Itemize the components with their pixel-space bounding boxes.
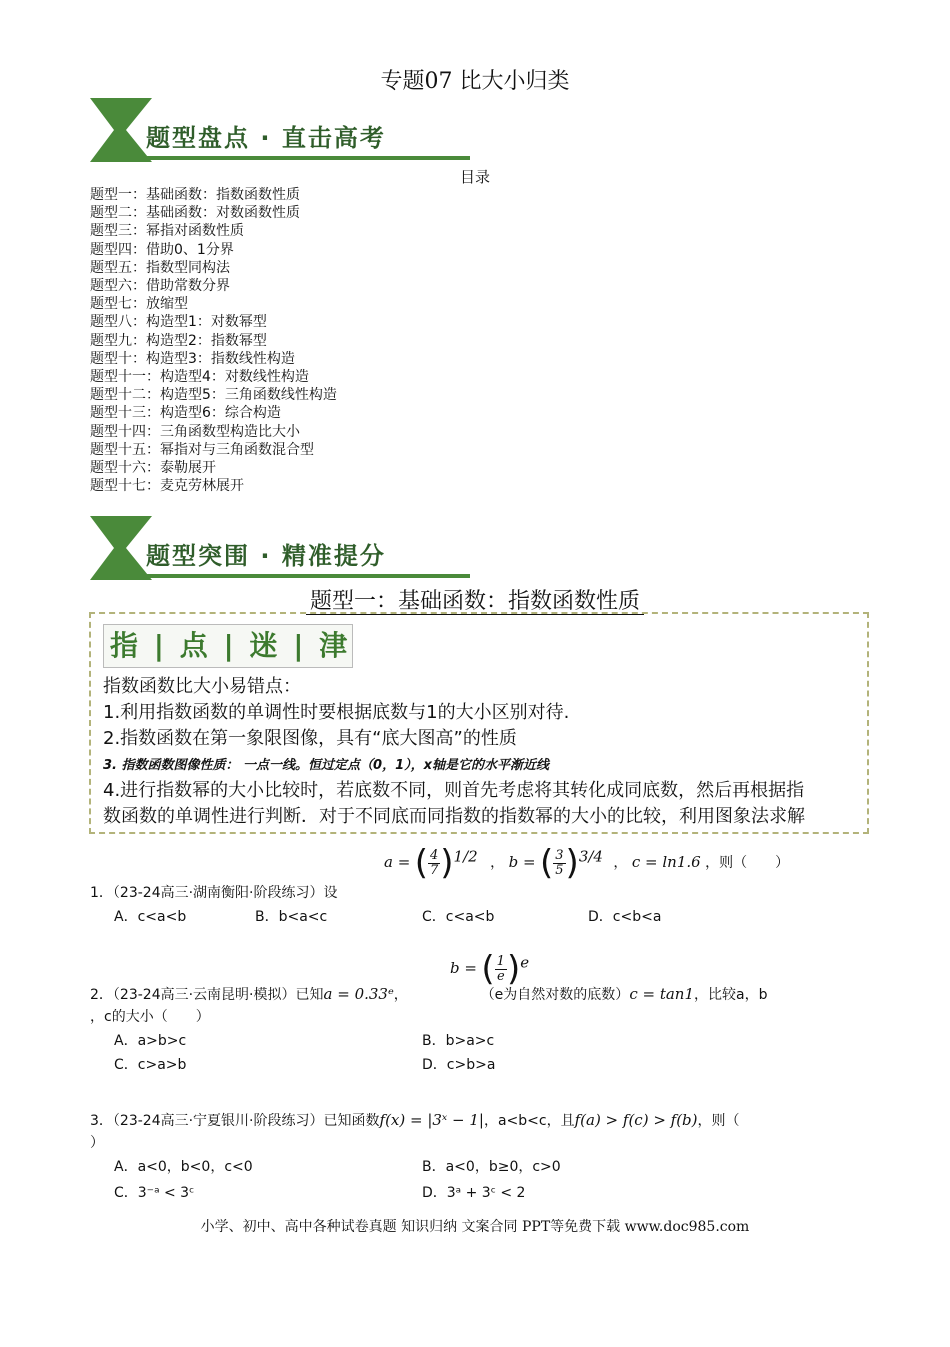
toc-item[interactable]: 题型一：基础函数：指数函数性质 (90, 187, 300, 203)
q1-formulas: a = ( $\frac{4}{7}$ )$^{1/2}$ ， b = ( $\frac{3}{5}$ )$^{3/4}$ ， c = ln1.6 ，则（ ） (384, 843, 790, 883)
q3-stem-line2: ） (90, 1135, 104, 1151)
q2-option-b[interactable]: B．b>a>c (422, 1033, 495, 1049)
toc-item[interactable]: 题型十一：构造型4：对数线性构造 (90, 369, 309, 386)
q3-option-a[interactable]: A．a<0，b<0，c<0 (114, 1159, 253, 1175)
section-title (0, 584, 950, 615)
toc-item[interactable]: 题型十三：构造型6：综合构造 (90, 405, 281, 422)
toc-item[interactable]: 题型十六：泰勒展开 (90, 460, 216, 477)
q3-option-b[interactable]: B．a<0，b≥0，c>0 (422, 1159, 561, 1175)
q1-option-b[interactable]: B．b<a<c (255, 909, 328, 925)
q2-option-d[interactable]: D．c>b>a (422, 1057, 496, 1073)
q2-stem: 2．（23-24高三·云南昆明·模拟）已知a = 0.33ᵉ， （e为自然对数的底数）c = tan1，比较a，b (90, 985, 768, 1003)
toc-item[interactable]: 题型十二：构造型5：三角函数线性构造 (90, 387, 337, 404)
toc-item[interactable]: 题型九：构造型2：指数幂型 (90, 332, 267, 349)
q2-option-c[interactable]: C．c>a>b (114, 1057, 187, 1073)
section-title-text: 题型一：基础函数：指数函数性质 (306, 589, 644, 615)
tip-line: 数函数的单调性进行判断．对于不同底而同指数的指数幂的大小的比较，利用图象法求解 (103, 806, 805, 827)
toc-item[interactable]: 题型十：构造型3：指数线性构造 (90, 350, 295, 367)
section-banner-breakthrough (90, 516, 470, 580)
q1-option-a[interactable]: A．c<a<b (114, 909, 187, 925)
toc-item[interactable]: 题型四：借助0、1分界 (90, 241, 234, 258)
toc-item[interactable]: 题型三：幂指对函数性质 (90, 223, 244, 240)
q1-stem: 1．（23-24高三·湖南衡阳·阶段练习）设 (90, 885, 338, 901)
tip-line: 指数函数比大小易错点： (103, 676, 301, 697)
q3-option-c[interactable]: C．3⁻ᵃ < 3ᶜ (114, 1185, 195, 1201)
toc-item[interactable]: 题型八：构造型1：对数幂型 (90, 314, 267, 331)
table-of-contents (90, 186, 337, 495)
tip-line: 1.利用指数函数的单调性时要根据底数与1的大小区别对待. (103, 702, 570, 723)
tip-line: 4.进行指数幂的大小比较时，若底数不同，则首先考虑将其转化成同底数，然后再根据指 (103, 780, 805, 801)
q3-stem: 3．（23-24高三·宁夏银川·阶段练习）已知函数f(x) = |3ˣ − 1|，a<b<c，且f(a) > f(c) > f(b)，则（ (90, 1111, 740, 1129)
tip-line: 2.指数函数在第一象限图像，具有“底大图高”的性质 (103, 728, 517, 749)
q2-stem-line2: ，c的大小（ ） (90, 1009, 210, 1025)
q1-option-c[interactable]: C．c<a<b (422, 909, 495, 925)
toc-item[interactable]: 题型十七：麦克劳林展开 (90, 478, 244, 495)
section-banner-overview (90, 98, 470, 162)
q2-option-a[interactable]: A．a>b>c (114, 1033, 187, 1049)
tips-box (89, 612, 869, 834)
toc-item[interactable]: 题型六：借助常数分界 (90, 278, 230, 295)
toc-item[interactable]: 题型二：基础函数：对数函数性质 (90, 205, 300, 222)
page-title: 专题07 比大小归类 (380, 69, 570, 94)
toc-item[interactable]: 题型十五：幂指对与三角函数混合型 (90, 441, 314, 458)
toc-item[interactable]: 题型五：指数型同构法 (90, 259, 230, 276)
q3-option-d[interactable]: D．3ᵃ + 3ᶜ < 2 (422, 1185, 526, 1201)
toc-item[interactable]: 题型七：放缩型 (90, 296, 188, 313)
q2-b-formula: b = ( $\frac{1}{e}$ )$^e$ (450, 949, 530, 989)
tips-label: 指 | 点 | 迷 | 津 (103, 624, 353, 668)
page-footer: 小学、初中、高中各种试卷真题 知识归纳 文案合同 PPT等免费下载 www.doc985.com (200, 1219, 750, 1235)
toc-item[interactable]: 题型十四：三角函数型构造比大小 (90, 423, 300, 440)
banner-label: 题型盘点 · 直击高考 (146, 124, 386, 152)
q1-option-d[interactable]: D．c<b<a (588, 909, 662, 925)
toc-heading: 目录 (460, 168, 491, 186)
banner-label: 题型突围 · 精准提分 (146, 542, 386, 570)
tip-line: 3. 指数函数图像性质： 一点一线。恒过定点（0，1），x轴是它的水平渐近线 (103, 758, 550, 773)
